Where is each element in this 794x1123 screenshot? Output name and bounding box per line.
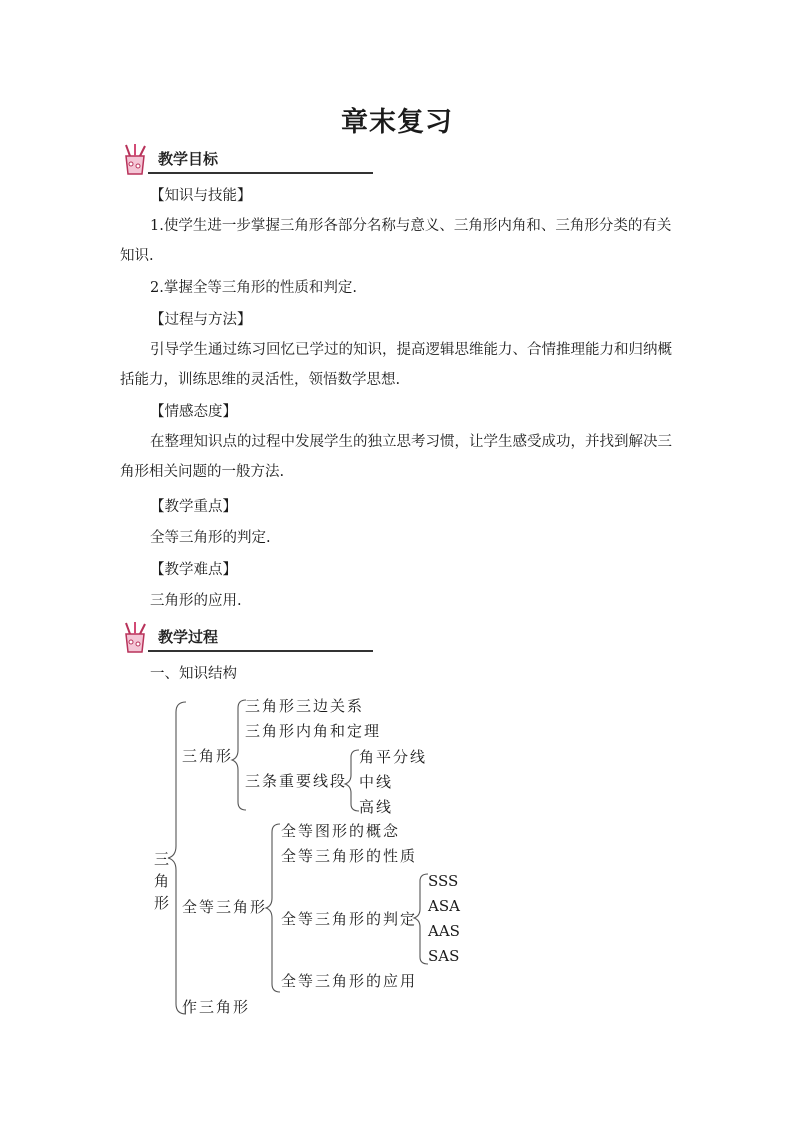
tree-item: 全等三角形的应用 bbox=[281, 972, 418, 990]
tree-node-congruent: 全等三角形 bbox=[182, 898, 268, 916]
section-header-goals bbox=[118, 142, 258, 176]
page-title: 章末复习 bbox=[341, 107, 453, 138]
tree-root: 三角形 bbox=[154, 850, 170, 912]
section-title-goals: 教学目标 bbox=[158, 150, 219, 168]
tree-leaf-criterion: SSS bbox=[428, 872, 459, 890]
difficulty-heading: 【教学难点】 bbox=[150, 562, 237, 578]
section-header-process bbox=[118, 620, 258, 654]
congruent-brace bbox=[266, 824, 280, 992]
key-text: 全等三角形的判定. bbox=[150, 530, 271, 546]
tree-leaf: 中线 bbox=[359, 773, 394, 791]
tree-leaf-criterion: ASA bbox=[428, 897, 460, 915]
tree-leaf-criterion: AAS bbox=[428, 922, 460, 940]
tree-node-construct: 作三角形 bbox=[182, 998, 251, 1016]
section-underline bbox=[148, 172, 373, 174]
section-underline bbox=[148, 650, 373, 652]
tree-node-triangle: 三角形 bbox=[182, 747, 234, 765]
tree-leaf: 高线 bbox=[359, 798, 394, 816]
tree-item: 三角形内角和定理 bbox=[245, 722, 382, 740]
emotion-text: 在整理知识点的过程中发展学生的独立思考习惯，让学生感受成功，并找到解决三角形相关问题的一般方法. bbox=[120, 434, 672, 480]
structure-heading: 一、知识结构 bbox=[150, 666, 237, 682]
section-title-process: 教学过程 bbox=[158, 628, 219, 646]
key-heading: 【教学重点】 bbox=[150, 499, 237, 515]
triangle-brace bbox=[232, 700, 246, 810]
emotion-heading: 【情感态度】 bbox=[150, 404, 237, 420]
tree-item: 三角形三边关系 bbox=[245, 697, 365, 715]
lines-brace bbox=[345, 750, 359, 811]
tree-leaf: 角平分线 bbox=[359, 748, 428, 766]
tree-item: 全等图形的概念 bbox=[281, 822, 401, 840]
method-text: 引导学生通过练习回忆已学过的知识，提高逻辑思维能力、合情推理能力和归纳概括能力，训练思维的灵活性，领悟数学思想. bbox=[120, 342, 672, 388]
tree-leaf-criterion: SAS bbox=[428, 947, 460, 965]
knowledge-heading: 【知识与技能】 bbox=[150, 188, 252, 204]
method-heading: 【过程与方法】 bbox=[150, 312, 252, 328]
tree-item: 全等三角形的判定 bbox=[281, 910, 418, 928]
tree-item: 全等三角形的性质 bbox=[281, 847, 418, 865]
knowledge-item-1: 1.使学生进一步掌握三角形各部分名称与意义、三角形内角和、三角形分类的有关知识. bbox=[120, 218, 672, 264]
knowledge-item-2: 2.掌握全等三角形的性质和判定. bbox=[150, 280, 357, 296]
difficulty-text: 三角形的应用. bbox=[150, 593, 242, 609]
tree-item: 三条重要线段 bbox=[245, 772, 348, 790]
